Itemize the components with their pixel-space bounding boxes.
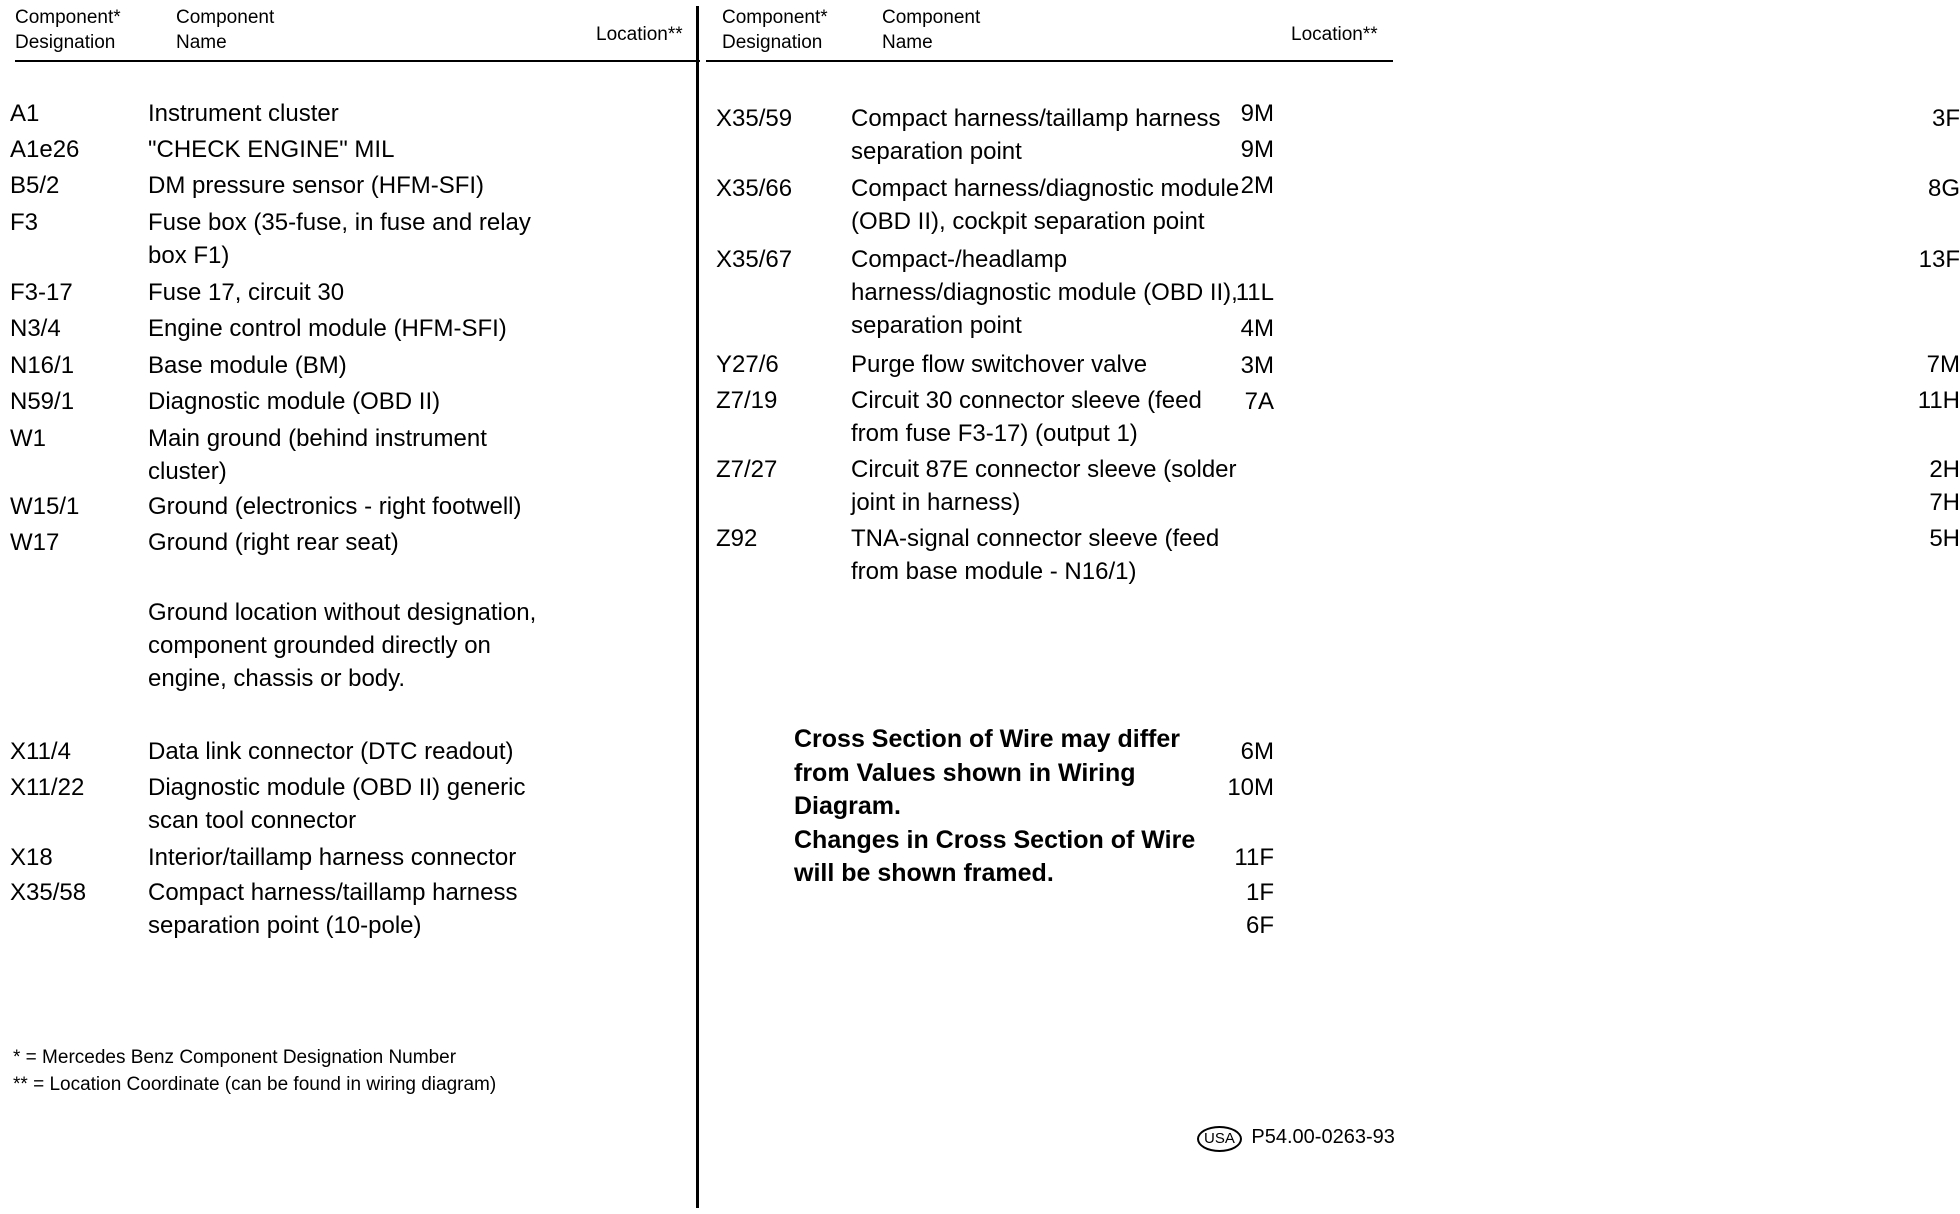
component-name <box>148 526 399 559</box>
component-name <box>148 735 513 768</box>
component-designation: Z92 <box>716 525 758 552</box>
location-coordinate <box>1194 349 1274 382</box>
component-designation: X35/66 <box>716 175 793 202</box>
component-name-line: Compact harness/taillamp harness <box>148 879 518 906</box>
component-designation: W17 <box>10 529 60 556</box>
location-coordinate <box>1880 522 1960 555</box>
component-name-line: Ground location without designation, <box>148 599 537 626</box>
component-designation: X11/4 <box>10 738 71 765</box>
component-name-line: box F1) <box>148 242 230 269</box>
location-value: 10M <box>1227 774 1274 801</box>
location-value: 1F <box>1245 879 1274 906</box>
location-value: 11H <box>1917 387 1960 414</box>
location-coordinate <box>1194 735 1274 768</box>
location-value: 8G <box>1927 175 1960 202</box>
component-designation: N16/1 <box>10 352 75 379</box>
component-name <box>851 453 1237 519</box>
left-header-designation: Component* Designation <box>15 7 121 53</box>
component-name-line: Diagnostic module (OBD II) <box>148 388 441 415</box>
component-name-line: Instrument cluster <box>148 100 339 127</box>
component-designation: X35/58 <box>10 879 87 906</box>
component-name <box>148 133 394 166</box>
component-name <box>148 349 347 382</box>
component-name-line: Interior/taillamp harness connector <box>148 844 517 871</box>
footnote-single-asterisk: * = Mercedes Benz Component Designation Number <box>13 1047 457 1068</box>
component-name-line: separation point <box>851 312 1022 339</box>
location-coordinate <box>1880 453 1960 519</box>
component-name-line: Purge flow switchover valve <box>851 351 1148 378</box>
component-name-line: harness/diagnostic module (OBD II), <box>851 279 1238 306</box>
location-value: 3M <box>1240 352 1274 379</box>
component-name-line: cluster) <box>148 458 227 485</box>
component-name <box>148 312 507 345</box>
figure-id: P54.00-0263-93 <box>1251 1126 1395 1148</box>
footnote-double-asterisk: ** = Location Coordinate (can be found in wiring diagram) <box>13 1074 497 1095</box>
location-value: 7H <box>1929 489 1960 516</box>
component-name-line: DM pressure sensor (HFM-SFI) <box>148 172 485 199</box>
right-header-location: Location** <box>1291 24 1378 45</box>
component-name-line: Compact harness/diagnostic module <box>851 175 1240 202</box>
right-header-rule <box>706 60 1393 62</box>
component-name <box>851 348 1147 381</box>
location-value: 2M <box>1240 172 1274 199</box>
location-coordinate <box>1880 243 1960 276</box>
right-header-designation: Component* Designation <box>722 7 828 53</box>
component-name-line: Compact-/headlamp <box>851 246 1068 273</box>
left-header-rule <box>15 60 700 62</box>
location-coordinate <box>1880 102 1960 135</box>
component-name <box>851 243 1238 342</box>
component-name-line: Compact harness/taillamp harness <box>851 105 1221 132</box>
component-name-line: Circuit 87E connector sleeve (solder <box>851 456 1237 483</box>
component-name <box>148 385 440 418</box>
component-name <box>148 596 536 695</box>
component-designation: A1 <box>10 100 40 127</box>
footnotes <box>13 1044 496 1098</box>
component-designation: B5/2 <box>10 172 60 199</box>
component-name <box>851 102 1221 168</box>
component-designation: Z7/27 <box>716 456 778 483</box>
component-name-line: Ground (electronics - right footwell) <box>148 493 522 520</box>
usa-badge: USA <box>1197 1126 1242 1152</box>
component-name <box>851 172 1239 238</box>
component-name-line: Engine control module (HFM-SFI) <box>148 315 507 342</box>
component-name <box>148 876 518 942</box>
component-name <box>148 206 531 272</box>
component-name <box>851 522 1219 588</box>
location-value: 11F <box>1234 844 1274 871</box>
left-header-location: Location** <box>596 24 683 45</box>
component-name-line: component grounded directly on <box>148 632 491 659</box>
component-name-line: "CHECK ENGINE" MIL <box>148 136 395 163</box>
component-designation: Y27/6 <box>716 351 779 378</box>
component-designation: X11/22 <box>10 774 85 801</box>
component-name-line: Fuse 17, circuit 30 <box>148 279 345 306</box>
location-value: 5H <box>1929 525 1960 552</box>
component-designation: F3-17 <box>10 279 73 306</box>
component-designation: X18 <box>10 844 53 871</box>
component-designation: F3 <box>10 209 39 236</box>
location-value: 6F <box>1245 912 1274 939</box>
location-value: 6M <box>1240 738 1274 765</box>
location-value: 9M <box>1240 136 1274 163</box>
component-name <box>148 276 344 309</box>
component-name-line: Fuse box (35-fuse, in fuse and relay <box>148 209 531 236</box>
component-designation: X35/59 <box>716 105 793 132</box>
component-designation: W1 <box>10 425 46 452</box>
right-header-name: Component Name <box>882 7 981 53</box>
component-name-line: joint in harness) <box>851 489 1021 516</box>
location-coordinate <box>1194 841 1274 874</box>
component-name-line: (OBD II), cockpit separation point <box>851 208 1205 235</box>
component-name-line: from fuse F3-17) (output 1) <box>851 420 1138 447</box>
component-name-line: Ground (right rear seat) <box>148 529 399 556</box>
component-name <box>148 490 521 523</box>
location-value: 7M <box>1926 351 1960 378</box>
component-name-line: TNA-signal connector sleeve (feed <box>851 525 1220 552</box>
wire-cross-section-note: Cross Section of Wire may differ from Values shown in Wiring Diagram. Changes in Cross Section of Wire will be shown framed. <box>794 725 1196 887</box>
component-name-line: Data link connector (DTC readout) <box>148 738 514 765</box>
component-name-line: separation point <box>851 138 1022 165</box>
location-value: 3F <box>1931 105 1960 132</box>
location-coordinate <box>1880 384 1960 417</box>
location-coordinate <box>1880 172 1960 205</box>
component-name <box>148 841 516 874</box>
component-name-line: Diagnostic module (OBD II) generic <box>148 774 526 801</box>
component-name-line: Base module (BM) <box>148 352 347 379</box>
location-value: 2H <box>1929 456 1960 483</box>
component-name <box>851 384 1202 450</box>
location-value: 4M <box>1240 315 1274 342</box>
component-designation: N3/4 <box>10 315 61 342</box>
location-value: 11L <box>1235 279 1274 306</box>
component-designation: A1e26 <box>10 136 80 163</box>
location-coordinate <box>1194 876 1274 942</box>
component-name-line: Circuit 30 connector sleeve (feed <box>851 387 1202 414</box>
location-coordinate <box>1194 385 1274 418</box>
component-name <box>148 771 525 837</box>
component-name-line: from base module - N16/1) <box>851 558 1137 585</box>
component-name-line: separation point (10-pole) <box>148 912 422 939</box>
location-value: 13F <box>1918 246 1960 273</box>
component-name-line: engine, chassis or body. <box>148 665 406 692</box>
location-coordinate <box>1880 348 1960 381</box>
figure-id-block <box>1197 1122 1395 1152</box>
component-name <box>148 422 487 488</box>
location-coordinate <box>1194 771 1274 804</box>
location-value: 7A <box>1244 388 1274 415</box>
component-name-line: Main ground (behind instrument <box>148 425 487 452</box>
component-designation: W15/1 <box>10 493 80 520</box>
location-value: 9M <box>1240 100 1274 127</box>
component-designation: Z7/19 <box>716 387 778 414</box>
component-name <box>148 169 484 202</box>
component-name <box>148 97 339 130</box>
component-designation: X35/67 <box>716 246 793 273</box>
component-designation: N59/1 <box>10 388 75 415</box>
component-name-line: scan tool connector <box>148 807 357 834</box>
left-header-name: Component Name <box>176 7 275 53</box>
column-divider <box>696 6 699 1208</box>
